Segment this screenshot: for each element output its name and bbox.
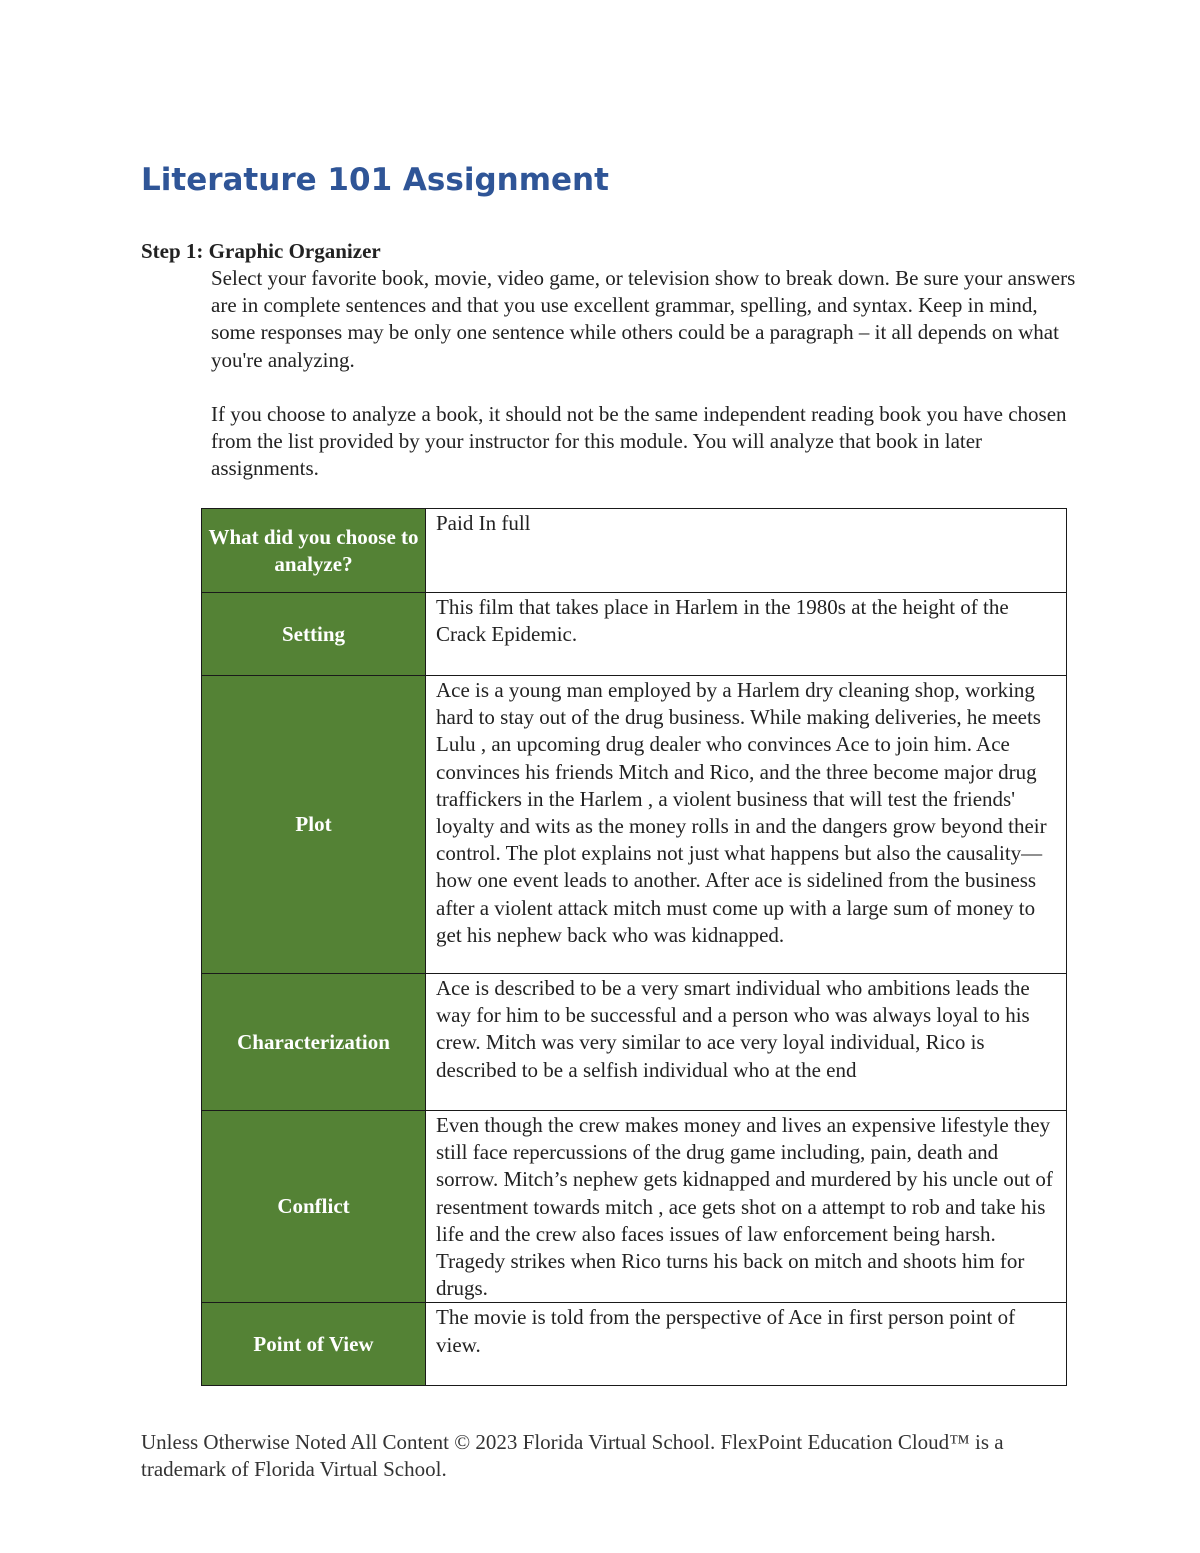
instructions-paragraph: Select your favorite book, movie, video game, or television show to break down. Be sure your answers are in complete sentences and that you use excellent grammar, spelling, and syntax. Keep in mind, some responses may be only one sentence while others could be a paragraph – it all depends on what you're analyzing. xyxy=(211,266,1076,372)
answer-plot: Ace is a young man employed by a Harlem dry cleaning shop, working hard to stay out of the drug business. While making deliveries, he meets Lulu , an upcoming drug dealer who convinces Ace to join him. Ace convinces his friends Mitch and Rico, and the three become major drug traffickers in the Harlem , a violent business that will test the friends' loyalty and wits as the money rolls in and the dangers grow beyond their control. The plot explains not just what happens but also the causality—how one event leads to another. After ace is sidelined from the business after a violent attack mitch must come up with a large sum of money to get his nephew back who was kidnapped. xyxy=(426,676,1067,974)
row-label-point-of-view: Point of View xyxy=(202,1303,426,1386)
graphic-organizer-table xyxy=(201,508,1067,1386)
row-label-conflict: Conflict xyxy=(202,1111,426,1303)
organizer-row-point-of-view xyxy=(202,1303,1067,1386)
answer-setting: This film that takes place in Harlem in the 1980s at the height of the Crack Epidemic. xyxy=(426,593,1067,676)
organizer-row-analyze xyxy=(202,509,1067,593)
page-title: Literature 101 Assignment xyxy=(141,162,609,198)
row-label-plot: Plot xyxy=(202,676,426,974)
answer-analyze: Paid In full xyxy=(426,509,1067,593)
row-label-setting: Setting xyxy=(202,593,426,676)
organizer-row-setting xyxy=(202,593,1067,676)
organizer-row-plot xyxy=(202,676,1067,974)
answer-point-of-view: The movie is told from the perspective of Ace in first person point of view. xyxy=(426,1303,1067,1386)
instructions xyxy=(211,265,1081,509)
answer-conflict: Even though the crew makes money and lives an expensive lifestyle they still face repercussions of the drug game including, pain, death and sorrow. Mitch’s nephew gets kidnapped and murdered by his uncle out of resentment towards mitch , ace gets shot on a attempt to rob and take his life and the crew also faces issues of law enforcement being harsh. Tragedy strikes when Rico turns his back on mitch and shoots him for drugs. xyxy=(426,1111,1067,1303)
instructions-paragraph: If you choose to analyze a book, it should not be the same independent reading book you have chosen from the list provided by your instructor for this module. You will analyze that book in later assignments. xyxy=(211,401,1067,481)
organizer-row-characterization xyxy=(202,974,1067,1111)
answer-characterization: Ace is described to be a very smart individual who ambitions leads the way for him to be successful and a person who was always loyal to his crew. Mitch was very similar to ace very loyal individual, Rico is described to be a selfish individual who at the end xyxy=(426,974,1067,1111)
organizer-row-conflict xyxy=(202,1111,1067,1303)
step-heading: Step 1: Graphic Organizer xyxy=(141,239,381,263)
row-label-characterization: Characterization xyxy=(202,974,426,1111)
copyright-footer: Unless Otherwise Noted All Content © 2023 Florida Virtual School. FlexPoint Education Cloud™ is a trademark of Florida Virtual School. xyxy=(141,1430,1004,1482)
row-label-analyze: What did you choose to analyze? xyxy=(202,509,426,593)
